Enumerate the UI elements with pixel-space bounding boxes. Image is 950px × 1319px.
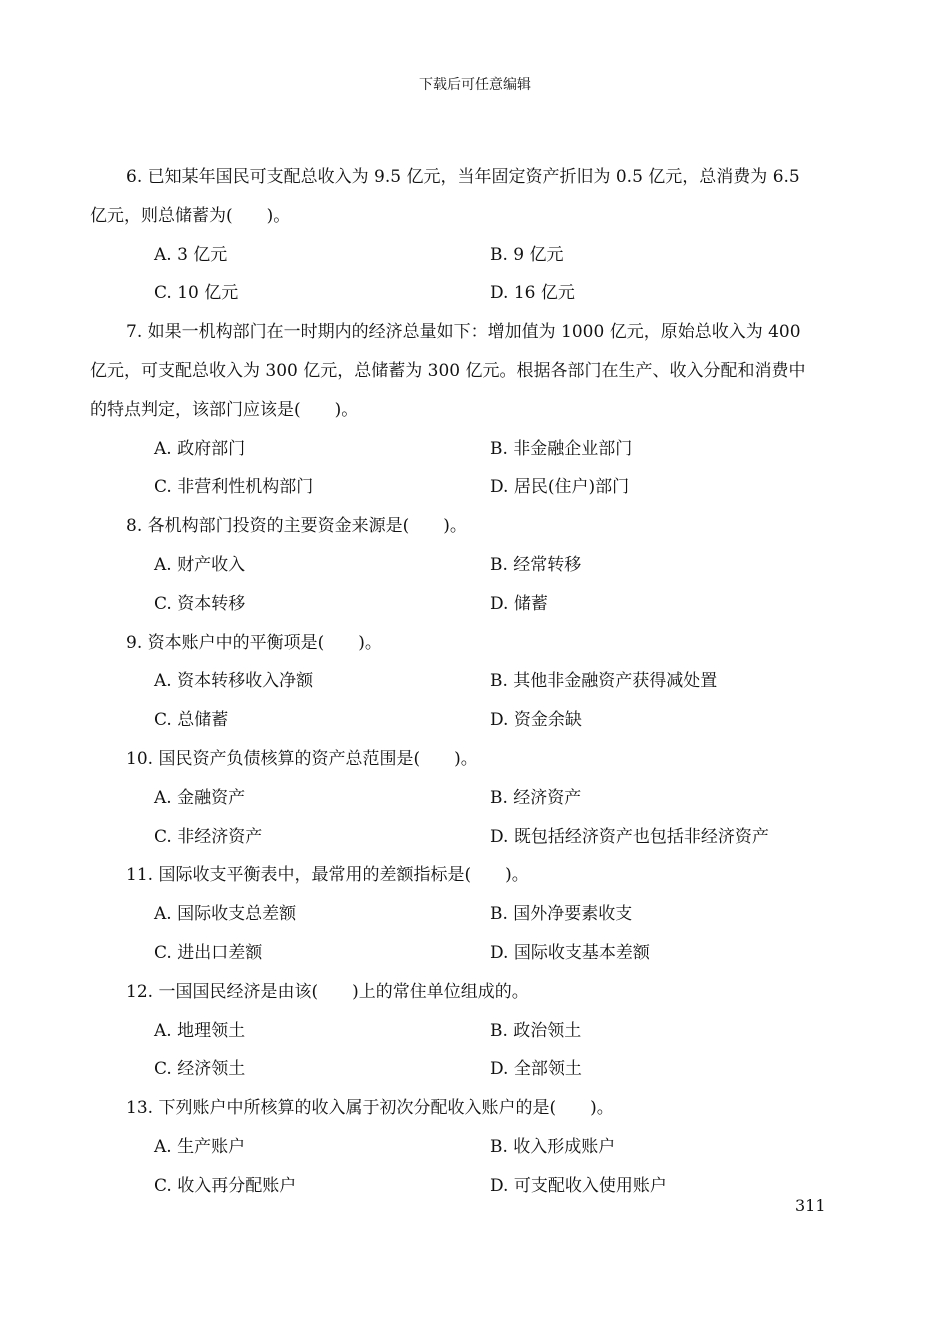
answer-option: B. 经济资产 [490,787,582,808]
answer-option: C. 资本转移 [154,593,246,614]
answer-option: B. 非金融企业部门 [490,438,633,459]
answer-option: A. 财产收入 [154,554,246,575]
answer-option: D. 资金余缺 [490,710,582,731]
answer-option: A. 生产账户 [154,1136,246,1157]
question-0 [90,158,850,313]
option-row [90,895,850,934]
answer-option: A. 国际收支总差额 [154,904,297,925]
answer-option: A. 政府部门 [154,438,246,459]
answer-option: C. 非经济资产 [154,826,263,847]
answer-option: B. 9 亿元 [490,244,564,265]
question-text: 7. 如果一机构部门在一时期内的经济总量如下：增加值为 1000 亿元，原始总收入为 400 [126,322,801,343]
question-text-line [90,313,850,352]
option-row [90,585,850,624]
answer-option: D. 国际收支基本差额 [490,942,650,963]
question-6 [90,973,850,1089]
question-3 [90,624,850,740]
question-text: 11. 国际收支平衡表中，最常用的差额指标是( )。 [126,865,529,886]
option-row [90,1012,850,1051]
question-text-line [90,391,850,430]
option-row [90,662,850,701]
answer-option: A. 3 亿元 [154,244,228,265]
question-text: 10. 国民资产负债核算的资产总范围是( )。 [126,748,478,769]
answer-option: C. 经济领土 [154,1059,246,1080]
page-header: 下载后可任意编辑 [419,77,531,93]
question-text: 亿元，可支配总收入为 300 亿元，总储蓄为 300 亿元。根据各部门在生产、收入分配和消费中 [90,360,806,381]
answer-option: D. 全部领土 [490,1059,582,1080]
question-text: 6. 已知某年国民可支配总收入为 9.5 亿元，当年固定资产折旧为 0.5 亿元，总消费为 6.5 [126,167,800,187]
question-text: 12. 一国国民经济是由该( )上的常住单位组成的。 [126,981,529,1002]
answer-option: B. 政治领土 [490,1020,582,1041]
question-text-line [90,158,850,197]
question-text-line [90,352,850,391]
answer-option: C. 收入再分配账户 [154,1175,297,1196]
option-row [90,779,850,818]
answer-option: A. 资本转移收入净额 [154,671,314,692]
question-text-line [90,856,850,895]
question-7 [90,1089,850,1205]
answer-option: D. 16 亿元 [490,283,575,304]
answer-option: D. 可支配收入使用账户 [490,1175,667,1196]
question-text: 9. 资本账户中的平衡项是( )。 [126,632,382,653]
answer-option: D. 既包括经济资产也包括非经济资产 [490,826,769,847]
question-4 [90,740,850,856]
option-row [90,236,850,275]
answer-option: D. 居民(住户)部门 [490,477,630,498]
answer-option: D. 储蓄 [490,593,548,614]
question-text-line [90,507,850,546]
question-2 [90,507,850,623]
question-text: 8. 各机构部门投资的主要资金来源是( )。 [126,516,467,537]
option-row [90,1050,850,1089]
option-row [90,934,850,973]
question-text: 的特点判定，该部门应该是( )。 [90,399,359,420]
option-row [90,430,850,469]
question-5 [90,856,850,972]
page-number: 311 [795,1196,826,1215]
answer-option: C. 总储蓄 [154,710,229,731]
question-text-line [90,624,850,663]
option-row [90,818,850,857]
answer-option: B. 经常转移 [490,554,582,575]
question-text-line [90,197,850,236]
answer-option: C. 10 亿元 [154,283,239,304]
option-row [90,468,850,507]
option-row [90,1167,850,1206]
option-row [90,1128,850,1167]
question-text-line [90,973,850,1012]
answer-option: C. 进出口差额 [154,942,263,963]
answer-option: C. 非营利性机构部门 [154,477,314,498]
option-row [90,546,850,585]
question-text: 亿元，则总储蓄为( )。 [90,205,291,226]
answer-option: B. 其他非金融资产获得减处置 [490,671,718,692]
answer-option: A. 金融资产 [154,787,246,808]
question-text: 13. 下列账户中所核算的收入属于初次分配收入账户的是( )。 [126,1098,614,1119]
question-text-line [90,1089,850,1128]
answer-option: B. 国外净要素收支 [490,904,633,925]
answer-option: B. 收入形成账户 [490,1136,616,1157]
option-row [90,701,850,740]
question-1 [90,313,850,507]
question-text-line [90,740,850,779]
option-row [90,274,850,313]
question-list [90,158,850,1206]
answer-option: A. 地理领土 [154,1020,246,1041]
